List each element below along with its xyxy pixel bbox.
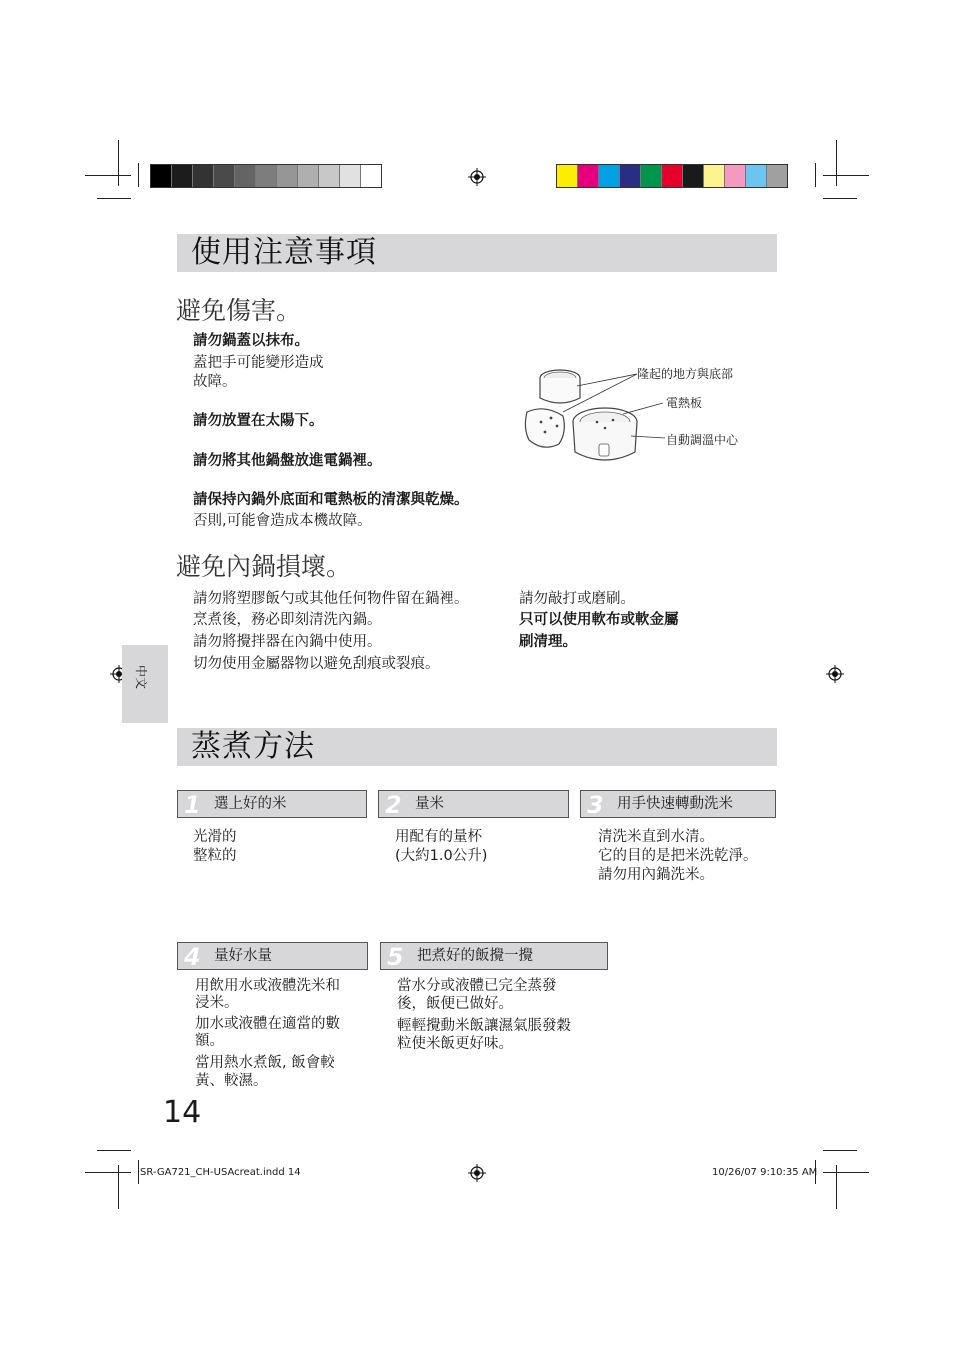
step-label: 量米 — [415, 796, 444, 812]
color-swatch — [298, 165, 319, 187]
caution-item: 請勿鍋蓋以抹布。 — [193, 333, 309, 349]
grayscale-color-bar — [150, 164, 382, 188]
caution-detail: 否則,可能會造成本機故障。 — [193, 513, 372, 529]
caution-item: 刷清理。 — [519, 634, 577, 650]
color-swatch — [746, 165, 767, 187]
section-title: 使用注意事項 — [191, 235, 377, 270]
step-label: 選上好的米 — [214, 796, 287, 812]
color-swatch — [256, 165, 277, 187]
step-header — [378, 790, 569, 818]
registration-mark-icon — [826, 665, 844, 683]
caution-item: 請保持內鍋外底面和電熱板的清潔與乾燥。 — [193, 492, 469, 508]
subsection-heading: 避免內鍋損壞。 — [176, 552, 352, 581]
step-text: 光滑的 — [193, 829, 237, 845]
color-swatch — [340, 165, 361, 187]
caution-detail: 請勿將攪拌器在內鍋中使用。 — [193, 634, 382, 650]
step-text: 用配有的量杯 — [395, 829, 482, 845]
color-swatch — [557, 165, 578, 187]
diagram-label: 隆起的地方與底部 — [637, 367, 734, 381]
step-text: 後，飯便已做好。 — [397, 996, 513, 1012]
caution-item: 請勿將其他鍋盤放進電鍋裡。 — [193, 453, 382, 469]
step-text: 清洗米直到水清。 — [598, 829, 714, 845]
step-text: (大約1.0公升) — [395, 848, 488, 864]
subsection-heading: 避免傷害。 — [176, 296, 302, 325]
section-title: 蒸煮方法 — [191, 729, 315, 764]
step-text: 請勿用內鍋洗米。 — [598, 867, 714, 883]
step-text: 輕輕攪動米飯讓濕氣脹發穀 — [397, 1018, 571, 1034]
step-text: 額。 — [195, 1033, 224, 1049]
process-color-bar — [556, 164, 788, 188]
color-swatch — [214, 165, 235, 187]
page-number: 14 — [163, 1095, 202, 1130]
step-text: 整粒的 — [193, 848, 237, 864]
caution-detail: 請勿將塑膠飯勺或其他任何物件留在鍋裡。 — [193, 591, 469, 607]
step-text: 當水分或液體已完全蒸發 — [397, 978, 557, 994]
color-swatch — [662, 165, 683, 187]
step-label: 量好水量 — [214, 948, 272, 964]
color-swatch — [620, 165, 641, 187]
caution-detail: 故障。 — [193, 374, 237, 390]
color-swatch — [235, 165, 256, 187]
color-swatch — [193, 165, 214, 187]
color-swatch — [725, 165, 746, 187]
step-label: 把煮好的飯攪一攪 — [417, 948, 533, 964]
step-header — [177, 790, 367, 818]
color-swatch — [704, 165, 725, 187]
step-number: 4 — [184, 943, 201, 971]
step-number: 5 — [387, 943, 404, 971]
step-number: 2 — [385, 791, 402, 819]
caution-detail: 切勿使用金屬器物以避免刮痕或裂痕。 — [193, 656, 440, 672]
footer-filename: SR-GA721_CH-USAcreat.indd 14 — [140, 1167, 301, 1178]
step-text: 粒使米飯更好味。 — [397, 1036, 513, 1052]
caution-detail: 蓋把手可能變形造成 — [193, 355, 324, 371]
registration-mark-icon — [468, 1164, 486, 1182]
step-text: 當用熱水煮飯, 飯會較 — [195, 1055, 335, 1071]
section-header-cooking — [177, 728, 777, 766]
color-swatch — [683, 165, 704, 187]
caution-detail: 烹煮後，務必即刻清洗內鍋。 — [193, 612, 382, 628]
caution-detail: 請勿敲打或磨刷。 — [519, 591, 635, 607]
step-header — [177, 942, 368, 970]
step-text: 用飲用水或液體洗米和 — [195, 978, 340, 994]
step-text: 浸米。 — [195, 995, 239, 1011]
step-number: 3 — [587, 791, 604, 819]
color-swatch — [641, 165, 662, 187]
diagram-label: 電熱板 — [666, 396, 703, 410]
caution-item: 只可以使用軟布或軟金屬 — [519, 612, 679, 628]
color-swatch — [578, 165, 599, 187]
step-header — [380, 942, 608, 970]
step-number: 1 — [184, 791, 201, 819]
section-header-precautions — [177, 234, 777, 272]
language-tab — [122, 645, 168, 723]
step-text: 加水或液體在適當的數 — [195, 1016, 340, 1032]
color-swatch — [767, 165, 787, 187]
step-header — [580, 790, 776, 818]
step-label: 用手快速轉動洗米 — [617, 796, 733, 812]
color-swatch — [319, 165, 340, 187]
footer-timestamp: 10/26/07 9:10:35 AM — [712, 1167, 818, 1178]
diagram-label: 自動調溫中心 — [666, 433, 739, 447]
color-swatch — [599, 165, 620, 187]
caution-item: 請勿放置在太陽下。 — [193, 413, 324, 429]
color-swatch — [172, 165, 193, 187]
language-tab-label: 中文 — [134, 665, 148, 690]
step-text: 它的目的是把米洗乾淨。 — [598, 848, 758, 864]
step-text: 黃、較濕。 — [195, 1073, 268, 1089]
color-swatch — [277, 165, 298, 187]
registration-mark-icon — [468, 168, 486, 186]
color-swatch — [361, 165, 381, 187]
color-swatch — [151, 165, 172, 187]
